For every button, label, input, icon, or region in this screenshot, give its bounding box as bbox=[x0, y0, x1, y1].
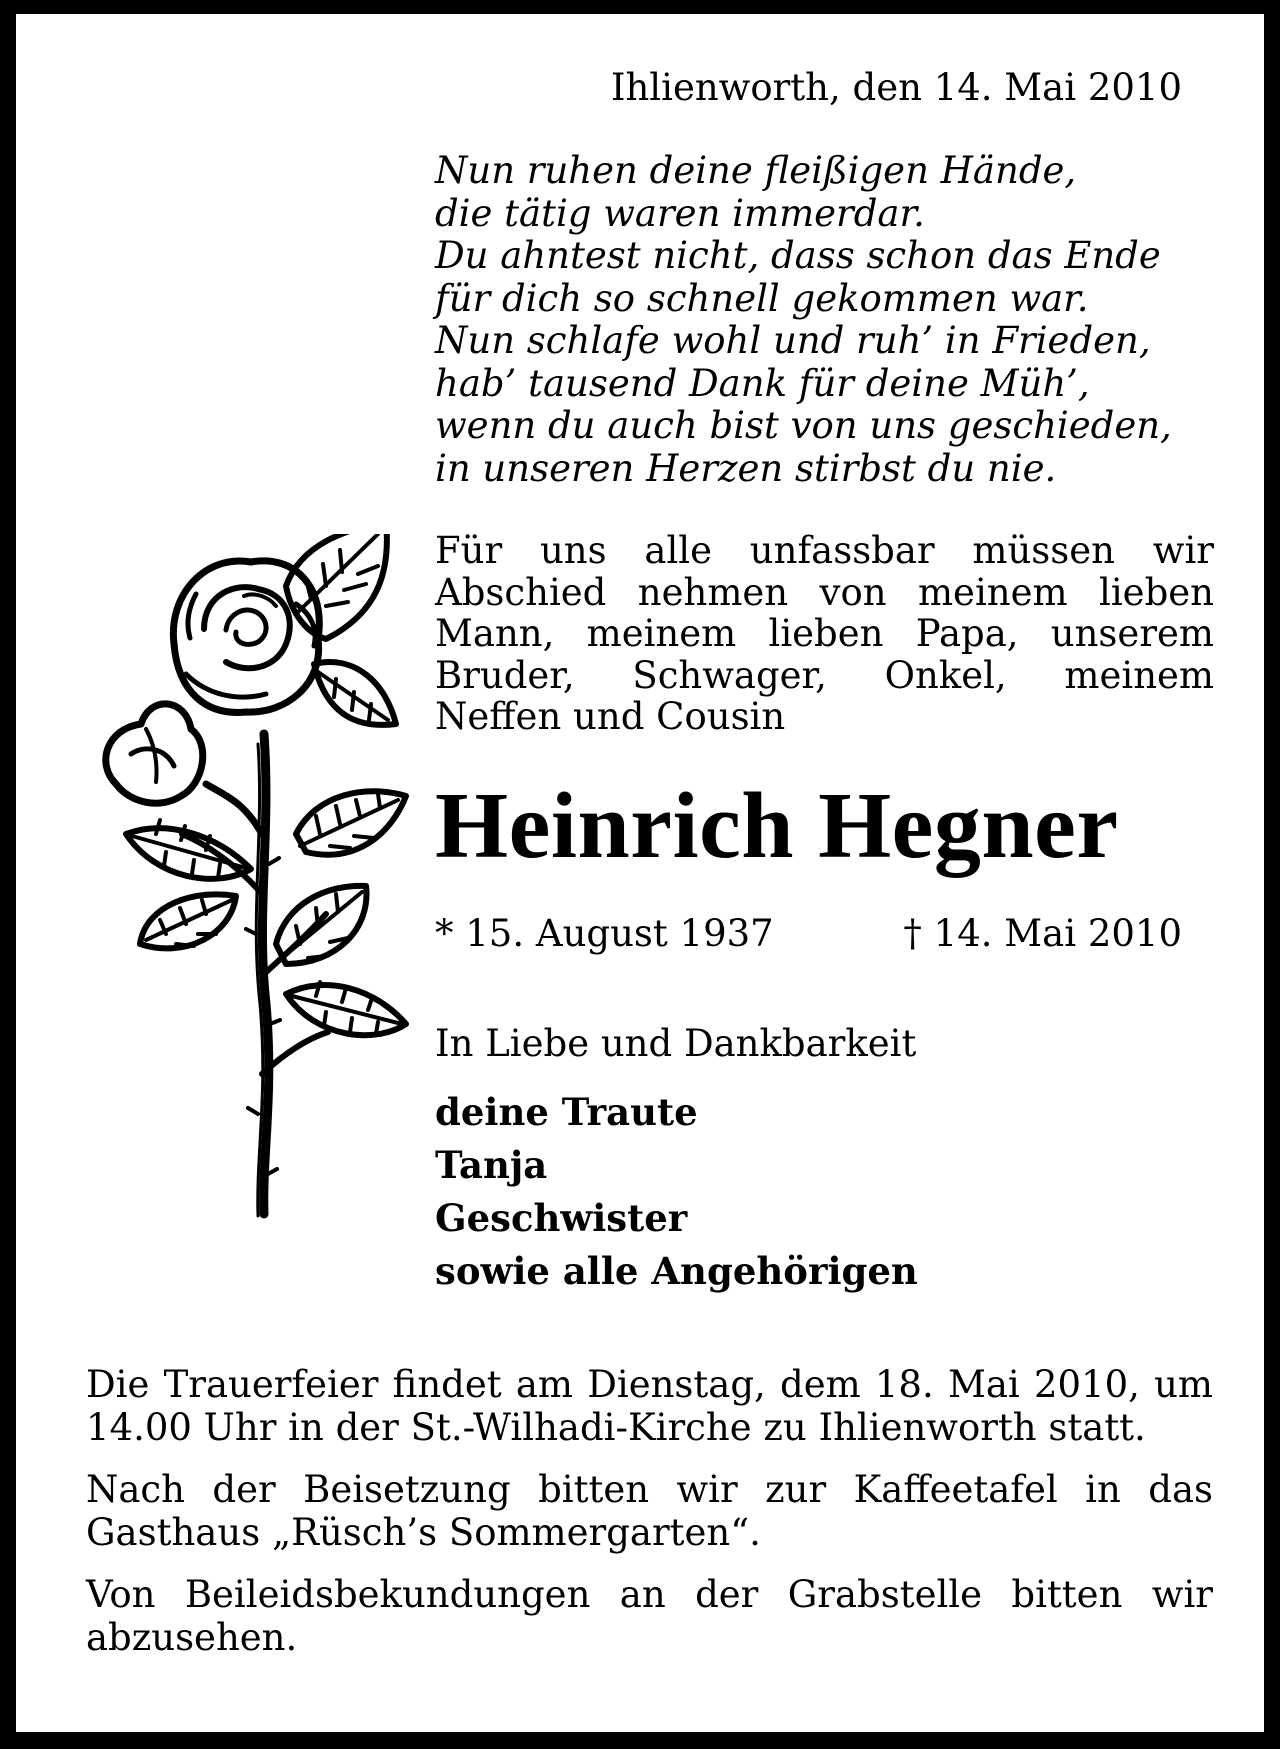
deceased-name: Heinrich Hegner bbox=[435, 774, 1119, 878]
poem-line: für dich so schnell gekommen war. bbox=[435, 276, 1089, 320]
family-member: deine Traute bbox=[435, 1090, 698, 1134]
family-list bbox=[435, 1086, 918, 1298]
birth-date: * 15. August 1937 bbox=[435, 912, 774, 955]
condolence-note: Von Beileidsbekundungen an der Grabstelle bitten wir abzusehen. bbox=[86, 1573, 1213, 1659]
poem-line: Nun ruhen deine fleißigen Hände, bbox=[435, 149, 1077, 192]
poem-line: in unseren Herzen stirbst du nie. bbox=[435, 446, 1057, 490]
family-member: Geschwister bbox=[435, 1196, 688, 1240]
poem-line: Du ahntest nicht, dass schon das Ende bbox=[435, 234, 1161, 277]
death-date: † 14. Mai 2010 bbox=[903, 912, 1182, 955]
closing-section bbox=[86, 1364, 1213, 1679]
reception-info: Nach der Beisetzung bitten wir zur Kaffeetafel in das Gasthaus „Rüsch’s Sommergarten“. bbox=[86, 1468, 1213, 1554]
obituary-notice bbox=[16, 14, 1264, 1732]
rose-icon bbox=[86, 534, 426, 1224]
intro-text: Für uns alle unfassbar müssen wir Abschied nehmen von meinem lieben Mann, meinem lieben Papa, unserem Bruder, Schwager, Onkel, meinem Neffen und Cousin bbox=[435, 529, 1214, 738]
poem-line: die tätig waren immerdar. bbox=[435, 191, 925, 235]
love-line: In Liebe und Dankbarkeit bbox=[435, 1022, 917, 1065]
funeral-info: Die Trauerfeier findet am Dienstag, dem 18. Mai 2010, um 14.00 Uhr in der St.-Wilhadi-Kirche zu Ihlienworth statt. bbox=[86, 1363, 1213, 1449]
poem bbox=[435, 150, 1210, 490]
poem-line: Nun schlafe wohl und ruh’ in Frieden, bbox=[435, 319, 1151, 362]
place-date: Ihlienworth, den 14. Mai 2010 bbox=[610, 66, 1182, 109]
family-member: Tanja bbox=[435, 1143, 548, 1187]
poem-line: hab’ tausend Dank für deine Müh’, bbox=[435, 361, 1090, 405]
poem-line: wenn du auch bist von uns geschieden, bbox=[435, 404, 1172, 447]
family-member: sowie alle Angehörigen bbox=[435, 1249, 918, 1293]
